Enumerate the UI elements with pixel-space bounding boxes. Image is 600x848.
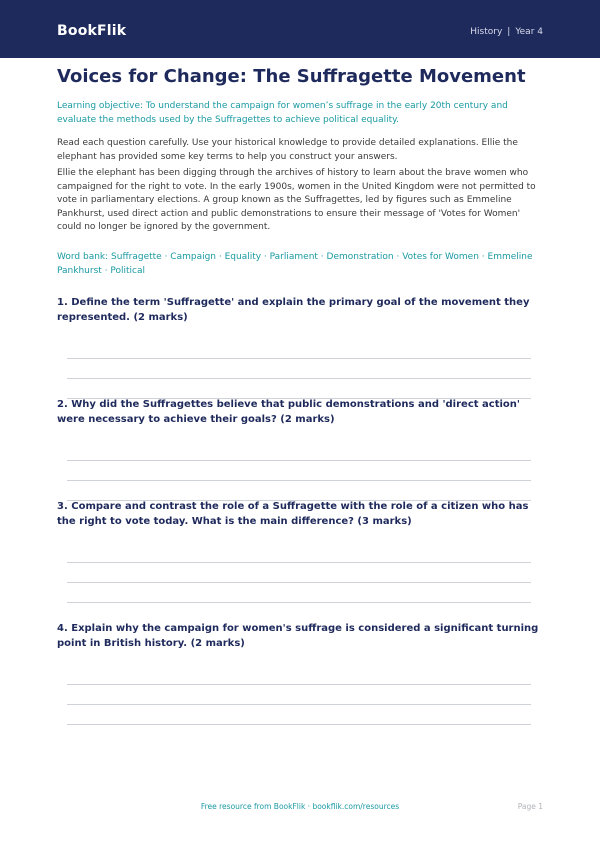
answer-line[interactable] xyxy=(67,460,531,461)
learning-objective: Learning objective: To understand the campaign for women’s suffrage in the early 20th century and evaluate the methods used by the Suffragettes to achieve political equality. xyxy=(57,101,508,125)
answer-line[interactable] xyxy=(67,378,531,379)
answer-line[interactable] xyxy=(67,684,531,685)
question-4: 4. Explain why the campaign for women's suffrage is considered a significant turning point in British history. (2 marks) xyxy=(57,623,539,649)
instructions-text: Read each question carefully. Use your historical knowledge to provide detailed explanations. Ellie the elephant has provided some key terms to help you construct your answers. xyxy=(57,138,518,162)
answer-line[interactable] xyxy=(67,562,531,563)
brand-logo: BookFlik xyxy=(57,23,127,39)
answer-line[interactable] xyxy=(67,480,531,481)
subject-label: History xyxy=(470,27,503,37)
word-bank: Word bank: Suffragette · Campaign · Equality · Parliament · Demonstration · Votes for Women · Emmeline Pankhurst · Political xyxy=(57,252,533,276)
question-3: 3. Compare and contrast the role of a Suffragette with the role of a citizen who has the right to vote today. What is the main difference? (3 marks) xyxy=(57,501,529,527)
page-header xyxy=(0,0,600,58)
subject-year-label xyxy=(470,27,543,37)
intro-paragraph: Ellie the elephant has been digging through the archives of history to learn about the brave women who campaigned for the right to vote. In the early 1900s, women in the United Kingdom were not permitted to vote in parliamentary elections. A group known as the Suffragettes, led by figures such as Emmeline Pankhurst, used direct action and public demonstrations to ensure their message of 'Votes for Women' could no longer be ignored by the government. xyxy=(57,168,536,232)
answer-line[interactable] xyxy=(67,602,531,603)
answer-line[interactable] xyxy=(67,724,531,725)
answer-line[interactable] xyxy=(67,704,531,705)
question-1: 1. Define the term 'Suffragette' and explain the primary goal of the movement they represented. (2 marks) xyxy=(57,297,530,323)
footer-link[interactable]: Free resource from BookFlik · bookflik.com/resources xyxy=(200,802,400,811)
answer-line[interactable] xyxy=(67,358,531,359)
year-label: Year 4 xyxy=(515,27,543,37)
worksheet-title: Voices for Change: The Suffragette Movement xyxy=(57,66,526,87)
page-number: Page 1 xyxy=(517,802,543,811)
meta-separator: | xyxy=(507,27,511,37)
answer-line[interactable] xyxy=(67,582,531,583)
question-2: 2. Why did the Suffragettes believe that public demonstrations and 'direct action' were necessary to achieve their goals? (2 marks) xyxy=(57,399,520,425)
